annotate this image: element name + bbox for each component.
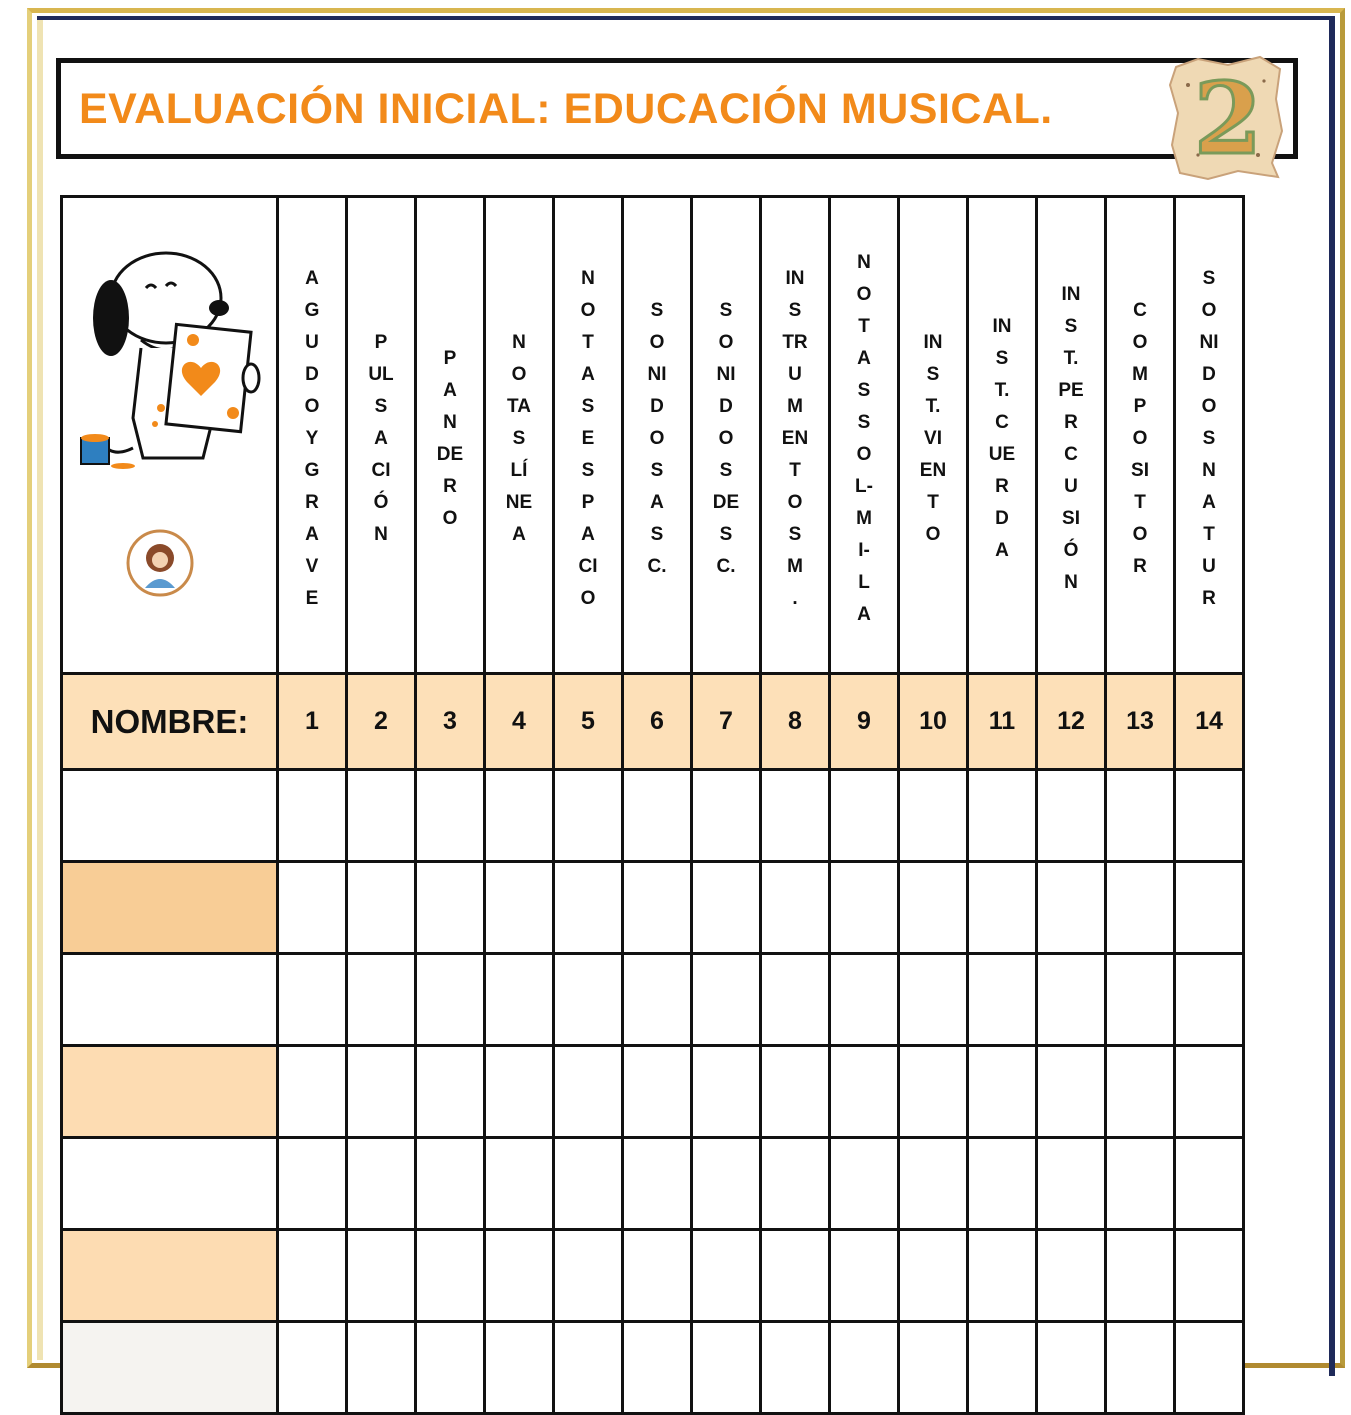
criterion-label-fragment: D [719,396,733,417]
criterion-number: 13 [1106,674,1175,770]
criterion-label-fragment: S [857,412,871,433]
score-cell[interactable] [761,1046,830,1138]
criterion-label-fragment: S [512,428,526,449]
criterion-label [831,198,897,676]
score-cell[interactable] [1037,1322,1106,1414]
criterion-header-10 [899,197,968,674]
criterion-label-fragment: S [650,460,664,481]
criterion-label-fragment: S [719,300,733,321]
student-name-cell[interactable] [62,862,278,954]
criterion-label-fragment: L [858,572,870,593]
score-cell[interactable] [830,1138,899,1230]
score-cell[interactable] [278,1046,347,1138]
criterion-label-fragment: A [305,524,319,545]
score-cell[interactable] [692,954,761,1046]
criterion-label-fragment: R [1064,412,1078,433]
criterion-header-5 [554,197,623,674]
criterion-label-fragment: PE [1058,380,1084,401]
criterion-label-fragment: A [857,348,871,369]
score-cell[interactable] [761,1322,830,1414]
criterion-label-fragment: TR [782,332,808,353]
criterion-label-fragment: . [792,588,798,609]
score-cell[interactable] [1037,954,1106,1046]
score-cell[interactable] [416,1322,485,1414]
criterion-header-8 [761,197,830,674]
score-cell[interactable] [761,1138,830,1230]
score-cell[interactable] [347,1230,416,1322]
score-cell[interactable] [278,1230,347,1322]
criterion-label-fragment: S [1202,268,1216,289]
score-cell[interactable] [623,1138,692,1230]
criterion-label-fragment: S [995,348,1009,369]
criterion-label-fragment: VI [924,428,942,449]
criterion-label-fragment: NI [647,364,667,385]
criterion-label-fragment: T [582,332,594,353]
score-cell[interactable] [1175,1230,1244,1322]
criterion-header-12 [1037,197,1106,674]
criterion-label-fragment: T. [1063,348,1079,369]
score-cell[interactable] [968,1138,1037,1230]
criterion-label-fragment: A [1202,492,1216,513]
score-cell[interactable] [761,862,830,954]
criterion-label-fragment: C. [647,556,667,577]
criterion-label-fragment: IN [785,268,805,289]
score-cell[interactable] [899,770,968,862]
criterion-label-fragment: S [857,380,871,401]
criterion-header-9 [830,197,899,674]
author-avatar-icon [125,528,195,598]
student-row [62,1230,1244,1322]
criterion-label-fragment: Ó [1063,540,1079,561]
criterion-number: 4 [485,674,554,770]
criterion-label-fragment: T [789,460,801,481]
student-row [62,862,1244,954]
score-cell[interactable] [830,954,899,1046]
criterion-label-fragment: C. [716,556,736,577]
score-cell[interactable] [1106,862,1175,954]
score-cell[interactable] [554,770,623,862]
score-cell[interactable] [278,770,347,862]
score-cell[interactable] [830,862,899,954]
criterion-label [279,198,345,676]
score-cell[interactable] [1106,1046,1175,1138]
criterion-label-fragment: S [581,396,595,417]
criterion-label-fragment: UE [988,444,1016,465]
score-cell[interactable] [554,1230,623,1322]
score-cell[interactable] [1175,1322,1244,1414]
score-cell[interactable] [968,954,1037,1046]
score-cell[interactable] [968,1322,1037,1414]
score-cell[interactable] [899,1138,968,1230]
criterion-label-fragment: A [581,524,595,545]
criterion-label-fragment: C [1133,300,1147,321]
criterion-label-fragment: N [512,332,526,353]
criterion-label-fragment: D [305,364,319,385]
score-cell[interactable] [899,1322,968,1414]
score-cell[interactable] [554,1046,623,1138]
name-column-header: NOMBRE: [62,674,278,770]
criterion-label-fragment: S [926,364,940,385]
student-name-cell[interactable] [62,770,278,862]
criterion-label-fragment: N [857,252,871,273]
criterion-label-fragment: CI [578,556,598,577]
score-cell[interactable] [899,1230,968,1322]
score-cell[interactable] [347,770,416,862]
criterion-label-fragment: S [719,460,733,481]
score-cell[interactable] [761,770,830,862]
criterion-label-fragment: N [1202,460,1216,481]
criterion-label-fragment: S [788,524,802,545]
criterion-label-fragment: M [1132,364,1148,385]
score-cell[interactable] [1037,1138,1106,1230]
criterion-label-fragment: NE [505,492,533,513]
score-cell[interactable] [1175,1046,1244,1138]
criterion-label-fragment: P [581,492,595,513]
score-cell[interactable] [692,1230,761,1322]
criterion-header-6 [623,197,692,674]
criterion-label-fragment: O [718,428,734,449]
criterion-label-fragment: TA [507,396,531,417]
score-cell[interactable] [278,954,347,1046]
criterion-label-fragment: Y [305,428,319,449]
criterion-label-fragment: M [787,556,803,577]
score-cell[interactable] [761,954,830,1046]
criterion-label-fragment: G [304,460,320,481]
score-cell[interactable] [554,862,623,954]
criterion-header-13 [1106,197,1175,674]
criterion-label-fragment: EN [919,460,947,481]
score-cell[interactable] [623,1230,692,1322]
student-rows [62,770,1244,1414]
score-cell[interactable] [761,1230,830,1322]
criterion-label-fragment: O [787,492,803,513]
criterion-header-7 [692,197,761,674]
score-cell[interactable] [347,1322,416,1414]
score-cell[interactable] [692,770,761,862]
criterion-label-fragment: O [304,396,320,417]
criterion-label [969,198,1035,676]
criterion-label [348,198,414,676]
criterion-label [1038,198,1104,676]
score-cell[interactable] [1037,1046,1106,1138]
criterion-number: 5 [554,674,623,770]
student-row [62,954,1244,1046]
score-cell[interactable] [278,1322,347,1414]
criterion-header-3 [416,197,485,674]
criterion-label-fragment: DE [712,492,740,513]
score-cell[interactable] [347,954,416,1046]
score-cell[interactable] [485,1230,554,1322]
criterion-label [417,198,483,676]
student-name-cell[interactable] [62,1046,278,1138]
criterion-label-fragment: EN [781,428,809,449]
criterion-label-fragment: O [580,588,596,609]
student-name-cell[interactable] [62,1322,278,1414]
score-cell[interactable] [278,862,347,954]
score-cell[interactable] [899,862,968,954]
criterion-label-fragment: IN [992,316,1012,337]
score-cell[interactable] [416,770,485,862]
criterion-label-fragment: R [305,492,319,513]
criterion-label-fragment: O [511,364,527,385]
criterion-label-fragment: O [442,508,458,529]
criterion-label-fragment: T [858,316,870,337]
criterion-label-fragment: SI [1131,460,1149,481]
criterion-label-fragment: R [1202,588,1216,609]
score-cell[interactable] [830,1230,899,1322]
criterion-label-fragment: O [1132,428,1148,449]
criterion-label-fragment: N [374,524,388,545]
criterion-label-fragment: M [856,508,872,529]
criterion-header-4 [485,197,554,674]
criterion-label-fragment: Ó [373,492,389,513]
criterion-label-fragment: R [1133,556,1147,577]
criterion-label-fragment: N [581,268,595,289]
criterion-header-2 [347,197,416,674]
score-cell[interactable] [1106,1230,1175,1322]
criterion-header-11 [968,197,1037,674]
criterion-label-fragment: T. [994,380,1010,401]
criterion-label-fragment: C [995,412,1009,433]
criterion-label-fragment: A [857,604,871,625]
criterion-label-fragment: L- [855,476,873,497]
badge-number: 2 [1193,62,1263,177]
criterion-label-fragment: S [581,460,595,481]
score-cell[interactable] [623,1322,692,1414]
student-row [62,770,1244,862]
criterion-label-fragment: O [649,428,665,449]
score-cell[interactable] [416,1046,485,1138]
score-cell[interactable] [830,1046,899,1138]
criterion-label [762,198,828,676]
criterion-number: 2 [347,674,416,770]
score-cell[interactable] [692,1138,761,1230]
criterion-label-fragment: LÍ [510,460,528,481]
criterion-label-fragment: O [1201,300,1217,321]
criterion-number: 3 [416,674,485,770]
page-frame-inner [37,20,43,1360]
criterion-label-fragment: D [650,396,664,417]
score-cell[interactable] [623,862,692,954]
criterion-number: 7 [692,674,761,770]
score-cell[interactable] [1106,954,1175,1046]
criterion-label-fragment: E [581,428,595,449]
criterion-label-fragment: C [1064,444,1078,465]
criterion-label-fragment: S [650,300,664,321]
criterion-label [624,198,690,676]
criterion-label-fragment: S [719,524,733,545]
criterion-label-fragment: I- [858,540,870,561]
score-cell[interactable] [623,1046,692,1138]
score-cell[interactable] [485,1138,554,1230]
criterion-label-fragment: U [1202,556,1216,577]
criterion-label-fragment: G [304,300,320,321]
criterion-number: 12 [1037,674,1106,770]
criterion-label-fragment: M [787,396,803,417]
criterion-label-fragment: S [1202,428,1216,449]
title-box [56,58,1298,159]
score-cell[interactable] [830,770,899,862]
criterion-label-fragment: T [1134,492,1146,513]
score-cell[interactable] [692,1322,761,1414]
score-cell[interactable] [968,1230,1037,1322]
criterion-label-fragment: E [305,588,319,609]
criterion-number: 14 [1175,674,1244,770]
evaluation-grid [60,195,1245,1415]
criterion-label-fragment: D [1202,364,1216,385]
criterion-label-fragment: T. [925,396,941,417]
score-cell[interactable] [968,1046,1037,1138]
score-cell[interactable] [485,770,554,862]
score-cell[interactable] [623,770,692,862]
criterion-label [693,198,759,676]
student-row [62,1138,1244,1230]
score-cell[interactable] [899,1046,968,1138]
score-cell[interactable] [1106,770,1175,862]
criterion-label-fragment: S [374,396,388,417]
score-cell[interactable] [623,954,692,1046]
criterion-label-fragment: P [443,348,457,369]
criterion-label-fragment: IN [1061,284,1081,305]
criterion-label-fragment: R [995,476,1009,497]
criterion-label-fragment: S [788,300,802,321]
criterion-label-fragment: O [718,332,734,353]
criterion-label-fragment: O [1132,524,1148,545]
criterion-label-fragment: S [650,524,664,545]
criterion-label [1107,198,1173,676]
score-cell[interactable] [692,862,761,954]
score-cell[interactable] [968,770,1037,862]
student-row [62,1322,1244,1414]
criterion-label-fragment: O [1132,332,1148,353]
criterion-label-fragment: D [995,508,1009,529]
criterion-label-fragment: T [927,492,939,513]
criterion-label-fragment: A [995,540,1009,561]
score-cell[interactable] [1175,862,1244,954]
criterion-label-fragment: O [856,444,872,465]
score-cell[interactable] [1106,1322,1175,1414]
score-cell[interactable] [347,1138,416,1230]
criterion-header-1 [278,197,347,674]
score-cell[interactable] [1175,954,1244,1046]
score-cell[interactable] [347,1046,416,1138]
score-cell[interactable] [416,862,485,954]
student-name-cell[interactable] [62,1230,278,1322]
score-cell[interactable] [416,1230,485,1322]
criterion-label-fragment: O [649,332,665,353]
criterion-label-fragment: DE [436,444,464,465]
score-cell[interactable] [1106,1138,1175,1230]
criterion-label-fragment: UL [368,364,394,385]
score-cell[interactable] [485,1322,554,1414]
criterion-label-fragment: O [580,300,596,321]
student-row [62,1046,1244,1138]
score-cell[interactable] [1175,770,1244,862]
criterion-label-fragment: U [1064,476,1078,497]
criterion-header-14 [1175,197,1244,674]
score-cell[interactable] [1175,1138,1244,1230]
criteria-header-row [62,197,1244,674]
score-cell[interactable] [1037,770,1106,862]
criterion-label-fragment: A [443,380,457,401]
criterion-label-fragment: SI [1062,508,1080,529]
criterion-label-fragment: NI [716,364,736,385]
criterion-label-fragment: CI [371,460,391,481]
page-title: EVALUACIÓN INICIAL: EDUCACIÓN MUSICAL. [79,85,1053,133]
snoopy-painting-icon [71,228,271,488]
student-name-cell[interactable] [62,954,278,1046]
criterion-label-fragment: N [443,412,457,433]
score-cell[interactable] [968,862,1037,954]
criterion-number: 9 [830,674,899,770]
score-cell[interactable] [692,1046,761,1138]
criterion-label-fragment: A [581,364,595,385]
criterion-label [486,198,552,676]
criterion-label-fragment: U [788,364,802,385]
score-cell[interactable] [347,862,416,954]
score-cell[interactable] [899,954,968,1046]
criterion-label-fragment: P [1133,396,1147,417]
criterion-number: 6 [623,674,692,770]
criterion-label-fragment: U [305,332,319,353]
score-cell[interactable] [416,1138,485,1230]
score-cell[interactable] [1037,862,1106,954]
criterion-label-fragment: T [1203,524,1215,545]
criterion-number: 1 [278,674,347,770]
criterion-number: 11 [968,674,1037,770]
criterion-label-fragment: O [1201,396,1217,417]
score-cell[interactable] [554,954,623,1046]
criterion-label-fragment: V [305,556,319,577]
criterion-label-fragment: IN [923,332,943,353]
score-cell[interactable] [554,1138,623,1230]
criterion-label [900,198,966,676]
student-name-cell[interactable] [62,1138,278,1230]
criterion-label-fragment: A [374,428,388,449]
number-two-badge-icon [1168,55,1284,181]
criterion-label-fragment: O [925,524,941,545]
criterion-number: 8 [761,674,830,770]
criterion-label-fragment: R [443,476,457,497]
score-cell[interactable] [485,862,554,954]
criterion-label-fragment: N [1064,572,1078,593]
score-cell[interactable] [1037,1230,1106,1322]
illustration-cell [62,197,278,674]
criterion-label [555,198,621,676]
score-cell[interactable] [416,954,485,1046]
number-header-row [62,674,1244,770]
score-cell[interactable] [830,1322,899,1414]
criterion-label-fragment: S [1064,316,1078,337]
criterion-label-fragment: A [305,268,319,289]
score-cell[interactable] [485,954,554,1046]
criterion-label-fragment: A [650,492,664,513]
score-cell[interactable] [485,1046,554,1138]
score-cell[interactable] [278,1138,347,1230]
criterion-label-fragment: A [512,524,526,545]
criterion-label-fragment: O [856,284,872,305]
criterion-label-fragment: P [374,332,388,353]
criterion-label-fragment: NI [1199,332,1219,353]
score-cell[interactable] [554,1322,623,1414]
criterion-number: 10 [899,674,968,770]
criterion-label [1176,198,1242,676]
